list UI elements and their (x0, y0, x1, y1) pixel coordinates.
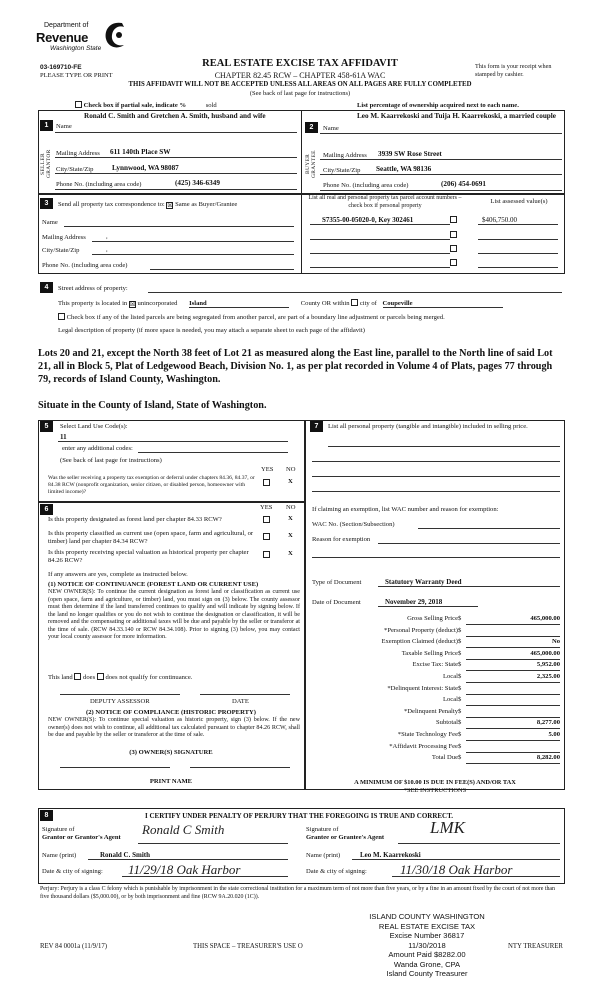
s3-city-value[interactable]: , (106, 246, 108, 253)
grantee-sig-label-a: Signature of (306, 826, 339, 833)
tax-row-value[interactable] (466, 685, 560, 695)
grantor-date-label: Date & city of signing: (42, 868, 103, 875)
stamp-line: REAL ESTATE EXCISE TAX (378, 921, 476, 931)
tax-row (312, 753, 562, 765)
located-label: This property is located in (58, 300, 128, 307)
parcel-header: List all real and personal property tax parcel account numbers – check box if personal property (308, 195, 462, 209)
tax-row-value[interactable] (466, 627, 560, 637)
s6-q2-no[interactable]: X (288, 532, 293, 539)
stamp-line: Amount Paid $8282.00 (388, 950, 466, 959)
grantor-signature[interactable]: Ronald C Smith (142, 822, 225, 837)
tax-row-value[interactable]: No (466, 638, 560, 648)
continuance-row (48, 673, 192, 681)
grantor-sig-label-a: Signature of (42, 826, 75, 833)
grantor-sig-label: Grantor or Grantor's Agent (42, 834, 121, 841)
grantee-name[interactable]: Leo M. Kaarrekoski (360, 851, 421, 859)
grantee-date-label: Date & city of signing: (306, 868, 367, 875)
unincorporated-checkbox[interactable]: ☒ (129, 302, 136, 308)
parcel-number[interactable]: S7355-00-05020-0, Key 302461 (322, 216, 414, 224)
tax-row-label: Local (442, 696, 458, 704)
tax-row-label: *Delinquent Penalty (403, 707, 458, 715)
logo-state: Washington State (50, 45, 102, 52)
s5-exempt-question: Was the seller receiving a property tax exemption or deferral under chapters 84.36, 84.37, or 84.38 RCW (nonprofit organization, senior citizen, or disabled person, homeowner with limited income)? (48, 475, 255, 495)
s6-any-yes: If any answers are yes, complete as instructed below. (48, 571, 188, 578)
tax-row (312, 626, 562, 638)
section-5-badge: 5 (40, 421, 53, 432)
tax-row-currency: $ (458, 649, 462, 657)
certify-statement: I CERTIFY UNDER PENALTY OF PERJURY THAT THE FOREGOING IS TRUE AND CORRECT. (145, 812, 454, 820)
city-of-checkbox[interactable] (351, 299, 358, 306)
section-3-badge: 3 (40, 198, 53, 209)
tax-row-value[interactable]: 465,000.00 (466, 615, 560, 625)
s5-yes-checkbox[interactable] (263, 479, 270, 486)
tax-row (312, 672, 562, 684)
notice2-body: NEW OWNER(S): To continue special valuation as historic property, sign (3) below. If the new owner(s) does not wish to continue, all additional tax calculated pursuant to chapter 84.26 RCW, shall be due and payable by the seller or transferor at the time of sale. (48, 717, 300, 738)
form-title: REAL ESTATE EXCISE TAX AFFIDAVIT (202, 58, 398, 69)
additional-codes: enter any additional codes: (62, 445, 133, 452)
tax-row-label: *Delinquent Interest: State (387, 684, 458, 692)
tax-row-label: Gross Selling Price (407, 615, 458, 622)
s6-q2-yes[interactable] (263, 533, 270, 540)
tax-row-value[interactable]: 465,000.00 (466, 650, 560, 660)
assessed-value[interactable]: $406,750.00 (482, 216, 517, 224)
owner-signature-label: (3) OWNER(S) SIGNATURE (129, 749, 213, 756)
tax-row-currency: $ (458, 615, 462, 622)
this-land-label: This land (48, 674, 73, 681)
tax-row-currency: $ (458, 730, 462, 738)
seller-phone-label: Phone No. (including area code) (56, 181, 142, 188)
tax-row-currency: $ (458, 638, 462, 646)
tax-table (312, 614, 562, 765)
tax-row (312, 637, 562, 649)
section-1-badge: 1 (40, 120, 53, 131)
minimum-note: A MINIMUM OF $10.00 IS DUE IN FEE(S) AND/OR TAX (354, 779, 516, 786)
buyer-mail-label: Mailing Address (323, 152, 367, 159)
wac-label: WAC No. (Section/Subsection) (312, 521, 395, 528)
section-6-badge: 6 (40, 504, 53, 515)
seller-name-label: Name (56, 123, 72, 130)
partial-sale-checkbox[interactable] (75, 101, 82, 108)
s5-no-header: NO (286, 466, 296, 473)
tax-row-label: Taxable Selling Price (401, 649, 458, 657)
county-label: County OR within (300, 300, 350, 307)
tax-row-currency: $ (458, 626, 462, 634)
tax-row-value[interactable]: 8,277.00 (466, 719, 560, 729)
see-instructions: *SEE INSTRUCTIONS (403, 787, 467, 794)
personal-property-checkbox[interactable] (450, 216, 457, 223)
exemption-label: If claiming an exemption, list WAC number and reason for exemption: (312, 506, 499, 513)
section-8-badge: 8 (40, 810, 53, 821)
please-print: PLEASE TYPE OR PRINT (40, 72, 113, 79)
send-correspondence (58, 201, 237, 209)
deputy-assessor: DEPUTY ASSESSOR (90, 698, 150, 705)
perjury-note: Perjury: Perjury is a class C felony which is punishable by imprisonment in the state correctional institution for a maximum term of not more than five years, or by a fine in an amount fixed by the court of not more than five thousand dollars ($5,000.00), or by both imprisonment and fine (RCW 9A.20.020 (1C)). (40, 886, 555, 900)
stamp-line: Island County Treasurer (386, 969, 468, 978)
stamp-line: 11/30/2018 (408, 940, 446, 950)
tax-row-value[interactable] (466, 696, 560, 706)
doc-date-value[interactable]: November 29, 2018 (385, 598, 443, 606)
s5-no-mark[interactable]: X (288, 478, 293, 485)
seller-name[interactable]: Ronald C. Smith and Gretchen A. Smith, husband and wife (84, 112, 266, 120)
grantor-name[interactable]: Ronald C. Smith (100, 851, 150, 859)
s5-see-back: (See back of last page for instructions) (60, 457, 162, 464)
section-4-badge: 4 (40, 282, 53, 293)
grantee-name-label: Name (print) (306, 852, 341, 859)
tax-row-label: Subtotal (436, 719, 458, 727)
tax-row-label: *State Technology Fee (397, 730, 458, 738)
personal-property-label: List all personal property (tangible and intangible) included in selling price. (328, 423, 528, 430)
tax-row-label: Total Due (431, 754, 458, 762)
tax-row-currency: $ (458, 661, 462, 669)
tax-row-value[interactable]: 2,325.00 (466, 673, 560, 683)
treasurer-use-right: NTY TREASURER (508, 943, 563, 950)
dor-swoosh-icon (102, 20, 128, 50)
treasurer-use-left: THIS SPACE – TREASURER'S USE O (193, 943, 303, 950)
tax-row-label: *Personal Property (deduct) (384, 626, 458, 634)
situate[interactable]: Situate in the County of Island, State of Washington. (38, 400, 267, 411)
partial-sale-label: Check box if partial sale, indicate % (83, 102, 187, 109)
buyer-phone-label: Phone No. (including area code) (323, 182, 409, 189)
buyer-city[interactable]: Seattle, WA 98136 (376, 165, 432, 173)
tax-row (312, 707, 562, 719)
buyer-mail[interactable]: 3939 SW Rose Street (378, 150, 442, 158)
s6-q3-no[interactable]: X (288, 550, 293, 557)
rev-code: REV 84 0001a (11/9/17) (40, 943, 108, 950)
notice1-title: (1) NOTICE OF CONTINUANCE (FOREST LAND OR CURRENT USE) (48, 581, 259, 588)
s5-yes-header: YES (261, 466, 274, 473)
s3-city-label: City/State/Zip (42, 247, 80, 254)
form-subtitle: CHAPTER 82.45 RCW – CHAPTER 458-61A WAC (214, 71, 386, 80)
segregated-row (58, 313, 568, 321)
grantee-sig-label: Grantee or Grantee's Agent (306, 834, 385, 841)
city-of-label: city of (359, 300, 377, 307)
tax-row-currency: $ (458, 672, 462, 680)
seller-mail-label: Mailing Address (56, 150, 100, 157)
section-2-badge: 2 (305, 122, 318, 133)
stamp-line: Excise Number 36817 (389, 931, 465, 940)
tax-row-currency: $ (458, 707, 462, 715)
grantor-name-label: Name (print) (42, 852, 77, 859)
treasurer-stamp (346, 912, 508, 979)
buyer-name[interactable]: Leo M. Kaarrekoski and Tuija H. Kaarrekoski, a married couple (357, 112, 556, 120)
tax-row-value[interactable] (466, 743, 560, 753)
segregated-label: Check box if any of the listed parcels are being segregated from another parcel, are part of a boundary line adjustment or parcels being merged. (66, 314, 445, 321)
tax-row (312, 695, 562, 707)
s6-q1: Is this property designated as forest land per chapter 84.33 RCW? (48, 516, 222, 523)
tax-row-currency: $ (458, 719, 462, 727)
deputy-date: DATE (232, 698, 249, 705)
s6-q3: Is this property receiving special valuation as historical property per chapter 84.26 RCW? (48, 549, 249, 564)
segregated-checkbox[interactable] (58, 313, 65, 320)
tax-row (312, 742, 562, 754)
legal-label: Legal description of property (if more space is needed, you may attach a separate sheet to each page of the affidavit) (58, 327, 365, 334)
doc-date-label: Date of Document (312, 599, 361, 606)
tax-row-value[interactable]: 8,282.00 (466, 754, 560, 764)
personal-property-checkbox[interactable] (450, 245, 457, 252)
s6-yes-header: YES (260, 504, 273, 511)
s6-no-header: NO (286, 504, 296, 511)
assessed-header: List assessed value(s) (490, 198, 548, 205)
same-as-buyer-label: Same as Buyer/Grantee (175, 201, 238, 208)
section-7-badge: 7 (310, 421, 323, 432)
s6-q1-yes[interactable] (263, 516, 270, 523)
see-back: (See back of last page for instructions) (249, 90, 351, 97)
seller-city-label: City/State/Zip (56, 166, 94, 173)
s6-q2: Is this property classified as current use (open space, farm and agricultural, or timber) land per chapter 84.34 RCW? (48, 530, 254, 545)
tax-row-currency: $ (458, 696, 462, 704)
county-value[interactable]: Island (189, 300, 289, 308)
buyer-city-label: City/State/Zip (323, 167, 361, 174)
tax-row-value[interactable]: 5,952.00 (466, 661, 560, 671)
grantor-date[interactable]: 11/29/18 Oak Harbor (128, 862, 241, 877)
legal-description[interactable]: Lots 20 and 21, except the North 38 feet of Lot 21 as measured along the East line, parallel to the North line of said Lot 21, all in Block 5, Plat of Ledgewood Beach, Division No. 1, as per plat recorded in Volume 4 of Plats, pages 77 through 79, records of Island County, Washington. (38, 348, 553, 385)
reason-label: Reason for exemption (312, 536, 371, 543)
send-to-label: Send all property tax correspondence to: (58, 201, 165, 208)
stamp-line: Wanda Grone, CPA (393, 959, 461, 969)
s3-mail-label: Mailing Address (42, 234, 86, 241)
tax-row-value[interactable] (466, 708, 560, 718)
logo-dept-of: Department of (44, 22, 89, 29)
seller-mail[interactable]: 611 140th Place SW (110, 148, 171, 156)
section-6-box (38, 502, 305, 790)
tax-row (312, 660, 562, 672)
tax-row-label: *Affidavit Processing Fee (389, 742, 458, 750)
stamp-line: ISLAND COUNTY WASHINGTON (369, 912, 485, 921)
does-not-label: does not qualify for continuance. (105, 674, 193, 681)
s3-phone-label: Phone No. (including area code) (42, 262, 128, 269)
land-use-label: Select Land Use Code(s): (60, 423, 128, 430)
tax-row-label: Exemption Claimed (deduct) (381, 638, 458, 646)
same-as-buyer-checkbox[interactable]: ☒ (167, 203, 173, 209)
land-use-code[interactable]: 11 (60, 433, 67, 441)
sold-label: sold (205, 102, 217, 109)
personal-property-checkbox[interactable] (450, 231, 457, 238)
tax-row (312, 718, 562, 730)
s3-name-label: Name (42, 219, 58, 226)
street-label: Street address of property: (58, 285, 128, 292)
tax-row (312, 614, 562, 626)
ownership-note: List percentage of ownership acquired next to each name. (357, 102, 519, 109)
tax-row (312, 649, 562, 661)
city-value[interactable]: Coupeville (383, 300, 503, 308)
form-warning: THIS AFFIDAVIT WILL NOT BE ACCEPTED UNLESS ALL AREAS ON ALL PAGES ARE FULLY COMPLETED (128, 81, 472, 88)
seller-city[interactable]: Lynnwood, WA 98087 (112, 164, 179, 172)
unincorporated-label: unincorporated (137, 300, 178, 307)
logo-revenue: Revenue (36, 30, 89, 45)
does-checkbox[interactable] (74, 673, 81, 680)
buyer-name-label: Name (323, 125, 339, 132)
tax-row-value[interactable]: 5.00 (466, 731, 560, 741)
located-row (58, 299, 568, 308)
does-not-checkbox[interactable] (97, 673, 104, 680)
seller-side-label: SELLER GRANTOR (40, 149, 52, 179)
personal-property-checkbox[interactable] (450, 259, 457, 266)
s6-q3-yes[interactable] (263, 551, 270, 558)
buyer-side-label: BUYER GRANTEE (305, 150, 317, 178)
notice2-title: (2) NOTICE OF COMPLIANCE (HISTORIC PROPERTY) (86, 709, 256, 716)
doc-type-value[interactable]: Statutory Warranty Deed (385, 578, 462, 586)
tax-row-label: Local (442, 672, 458, 680)
s3-mail-value[interactable]: , (106, 233, 108, 240)
tax-row-currency: $ (458, 684, 462, 692)
grantee-date[interactable]: 11/30/18 Oak Harbor (400, 862, 513, 877)
tax-row (312, 684, 562, 696)
parcel-rows (310, 214, 562, 272)
form-code: 03-169710-FE (40, 64, 82, 71)
buyer-phone[interactable]: (206) 454-0691 (441, 180, 486, 188)
receipt-note: This form is your receipt when stamped by cashier. (475, 63, 552, 78)
seller-phone[interactable]: (425) 346-6349 (175, 179, 220, 187)
s6-q1-no[interactable]: X (288, 515, 293, 522)
tax-row-currency: $ (458, 754, 462, 762)
tax-row (312, 730, 562, 742)
notice1-body: NEW OWNER(S): To continue the current designation as forest land or classification as current use (open space, farm and agriculture, or timber) land, you must sign on (3) below. The county assessor must then determine if the land transferred continues to qualify and will indicate by signing below. If the land no longer qualifies or you do not wish to continue the designation or classification, it will be removed and the compensating or additional taxes will be due and payable by the seller or transferor at the time of sale. (RCW 84.33.140 or RCW 84.34.108). Prior to signing (3) below, you may contact your local county assessor for more information. (48, 589, 300, 640)
print-name-label: PRINT NAME (149, 778, 193, 785)
tax-row-label: Excise Tax: State (412, 661, 458, 669)
tax-row-currency: $ (458, 742, 462, 750)
does-label: does (83, 674, 96, 681)
partial-sale (75, 101, 217, 109)
dor-logo (36, 20, 128, 58)
doc-type-label: Type of Document (312, 579, 362, 586)
grantee-signature[interactable]: LMK (430, 818, 465, 837)
